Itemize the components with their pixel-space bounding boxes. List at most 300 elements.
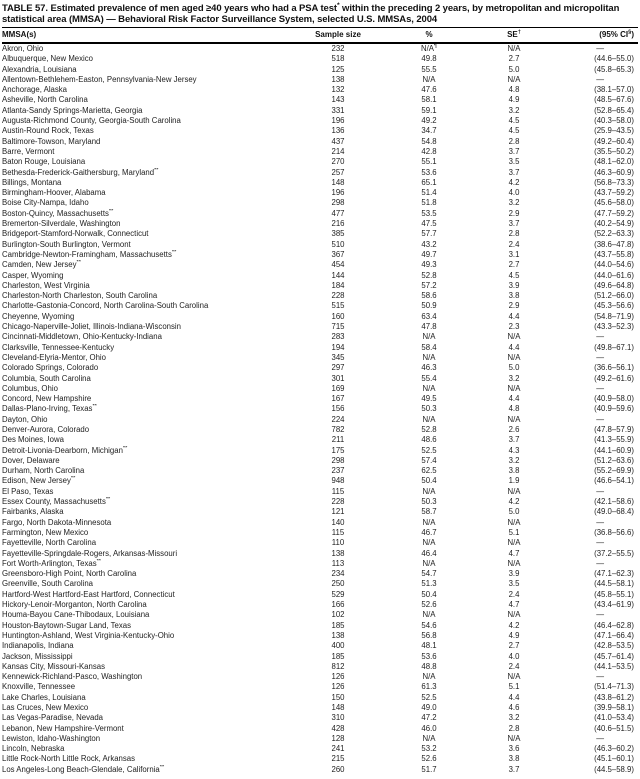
table-row bbox=[2, 65, 638, 75]
confidence-interval: (44.5–58.9) bbox=[594, 764, 634, 774]
mmsa-name: Fort Worth-Arlington, Texas** bbox=[2, 558, 101, 568]
standard-error: 4.8 bbox=[508, 404, 520, 414]
sample-size: 138 bbox=[331, 630, 345, 640]
standard-error: 3.6 bbox=[508, 744, 520, 754]
mmsa-name: Cincinnati-Middletown, Ohio-Kentucky-Indiana bbox=[2, 332, 162, 342]
percent: 52.5 bbox=[421, 445, 437, 455]
standard-error: 4.2 bbox=[508, 497, 520, 507]
standard-error: 3.8 bbox=[508, 466, 520, 476]
confidence-interval: (42.8–53.5) bbox=[594, 641, 634, 651]
mmsa-name: Kennewick-Richland-Pasco, Washington bbox=[2, 672, 143, 682]
column-header-sample-size: Sample size bbox=[302, 28, 374, 44]
table-row bbox=[2, 435, 638, 445]
sample-size: 283 bbox=[331, 332, 345, 342]
table-row bbox=[2, 682, 638, 692]
table-row bbox=[2, 260, 638, 270]
percent: 49.8 bbox=[421, 54, 437, 64]
standard-error: 4.5 bbox=[508, 116, 520, 126]
confidence-interval: (36.6–56.1) bbox=[594, 363, 634, 373]
standard-error: 3.2 bbox=[508, 455, 520, 465]
table-row bbox=[2, 507, 638, 517]
mmsa-name: Asheville, North Carolina bbox=[2, 95, 88, 105]
confidence-interval: (45.7–61.4) bbox=[594, 651, 634, 661]
confidence-interval: (44.1–53.5) bbox=[594, 661, 634, 671]
percent: 53.6 bbox=[421, 167, 437, 177]
percent: 47.5 bbox=[421, 219, 437, 229]
confidence-interval: (51.4–71.3) bbox=[594, 682, 634, 692]
confidence-interval: — bbox=[596, 44, 604, 53]
table-row bbox=[2, 652, 638, 662]
percent: 47.2 bbox=[421, 713, 437, 723]
table-row bbox=[2, 229, 638, 239]
table-row bbox=[2, 343, 638, 353]
standard-error: 1.9 bbox=[508, 476, 520, 486]
percent: 58.6 bbox=[421, 291, 437, 301]
mmsa-name: Greenville, South Carolina bbox=[2, 579, 94, 589]
percent: N/A¶ bbox=[420, 43, 437, 53]
sample-size: 385 bbox=[331, 229, 345, 239]
confidence-interval: (49.0–68.4) bbox=[594, 507, 634, 517]
sample-size: 126 bbox=[331, 672, 345, 682]
percent: 52.6 bbox=[421, 754, 437, 764]
mmsa-name: Des Moines, Iowa bbox=[2, 435, 64, 445]
mmsa-name: Kansas City, Missouri-Kansas bbox=[2, 661, 105, 671]
mmsa-name: Dover, Delaware bbox=[2, 455, 60, 465]
table-row bbox=[2, 446, 638, 456]
confidence-interval: — bbox=[596, 486, 604, 496]
sample-size: 140 bbox=[331, 517, 345, 527]
confidence-interval: (45.6–58.0) bbox=[594, 198, 634, 208]
confidence-interval: — bbox=[596, 610, 604, 620]
table-row bbox=[2, 415, 638, 425]
standard-error: 2.9 bbox=[508, 301, 520, 311]
confidence-interval: (45.8–65.3) bbox=[594, 64, 634, 74]
mmsa-name: Cambridge-Newton-Framingham, Massachusetts** bbox=[2, 249, 177, 259]
mmsa-name: Casper, Wyoming bbox=[2, 270, 64, 280]
standard-error: 3.1 bbox=[508, 249, 520, 259]
percent: 52.8 bbox=[421, 424, 437, 434]
sample-size: 367 bbox=[331, 249, 345, 259]
mmsa-name: Charlotte-Gastonia-Concord, North Carolina-South Carolina bbox=[2, 301, 209, 311]
standard-error: 2.9 bbox=[508, 208, 520, 218]
sample-size: 113 bbox=[331, 558, 345, 568]
table-row bbox=[2, 590, 638, 600]
standard-error: 2.8 bbox=[508, 723, 520, 733]
standard-error: 4.6 bbox=[508, 703, 520, 712]
table-row bbox=[2, 466, 638, 476]
sample-size: 257 bbox=[331, 167, 345, 177]
confidence-interval: (47.8–57.9) bbox=[594, 424, 634, 434]
mmsa-name: El Paso, Texas bbox=[2, 486, 54, 496]
confidence-interval: (44.0–54.6) bbox=[594, 260, 634, 270]
sample-size: 215 bbox=[331, 754, 345, 764]
mmsa-name: Greensboro-High Point, North Carolina bbox=[2, 569, 137, 579]
table-row bbox=[2, 301, 638, 311]
confidence-interval: (54.8–71.9) bbox=[594, 311, 634, 321]
sample-size: 228 bbox=[331, 291, 345, 301]
mmsa-name: Cheyenne, Wyoming bbox=[2, 311, 75, 321]
table-row bbox=[2, 497, 638, 507]
standard-error: 2.4 bbox=[508, 589, 520, 599]
confidence-interval: (47.1–62.3) bbox=[594, 569, 634, 579]
confidence-interval: (25.9–43.5) bbox=[594, 126, 634, 136]
mmsa-name: Augusta-Richmond County, Georgia-South Carolina bbox=[2, 116, 181, 126]
sample-size: 237 bbox=[331, 466, 345, 476]
confidence-interval: (52.8–65.4) bbox=[594, 105, 634, 115]
mmsa-name: Atlanta-Sandy Springs-Marietta, Georgia bbox=[2, 105, 143, 115]
percent: 61.3 bbox=[421, 682, 437, 692]
percent: 50.4 bbox=[421, 476, 437, 486]
table-row bbox=[2, 456, 638, 466]
mmsa-name: Akron, Ohio bbox=[2, 44, 44, 53]
mmsa-name: Barre, Vermont bbox=[2, 146, 55, 156]
percent: 58.4 bbox=[421, 342, 437, 352]
sample-size: 156 bbox=[331, 404, 345, 414]
table-header bbox=[2, 28, 638, 44]
mmsa-name: Edison, New Jersey** bbox=[2, 476, 76, 486]
table-row bbox=[2, 332, 638, 342]
confidence-interval: (56.8–73.3) bbox=[594, 177, 634, 187]
table-row bbox=[2, 724, 638, 734]
table-row bbox=[2, 662, 638, 672]
sample-size: 136 bbox=[331, 126, 345, 136]
mmsa-name: Houma-Bayou Cane-Thibodaux, Louisiana bbox=[2, 610, 150, 620]
table-row bbox=[2, 744, 638, 754]
sample-size: 126 bbox=[331, 682, 345, 692]
percent: 51.7 bbox=[421, 764, 437, 774]
confidence-interval: (39.9–58.1) bbox=[594, 703, 634, 712]
mmsa-name: Essex County, Massachusetts** bbox=[2, 497, 111, 507]
standard-error: 4.8 bbox=[508, 85, 520, 95]
table-row bbox=[2, 147, 638, 157]
mmsa-name: Lebanon, New Hampshire-Vermont bbox=[2, 723, 124, 733]
confidence-interval: — bbox=[596, 558, 604, 568]
sample-size: 331 bbox=[331, 105, 345, 115]
percent: 46.0 bbox=[421, 723, 437, 733]
confidence-interval: (49.6–64.8) bbox=[594, 280, 634, 290]
mmsa-name: Colorado Springs, Colorado bbox=[2, 363, 99, 373]
mmsa-name: Dallas-Plano-Irving, Texas** bbox=[2, 404, 97, 414]
standard-error: 4.5 bbox=[508, 270, 520, 280]
confidence-interval: (45.8–55.1) bbox=[594, 589, 634, 599]
percent: N/A bbox=[422, 733, 436, 743]
standard-error: 4.9 bbox=[508, 95, 520, 105]
table-row bbox=[2, 487, 638, 497]
table-row bbox=[2, 734, 638, 744]
mmsa-name: Las Cruces, New Mexico bbox=[2, 703, 89, 712]
percent: 48.6 bbox=[421, 435, 437, 445]
mmsa-name: Charleston-North Charleston, South Carolina bbox=[2, 291, 158, 301]
confidence-interval: (46.3–60.9) bbox=[594, 167, 634, 177]
standard-error: 4.4 bbox=[508, 311, 520, 321]
mmsa-name: Fairbanks, Alaska bbox=[2, 507, 64, 517]
sample-size: 260 bbox=[331, 764, 345, 774]
table-row bbox=[2, 219, 638, 229]
table-row bbox=[2, 75, 638, 85]
percent: 43.2 bbox=[421, 239, 437, 249]
table-row bbox=[2, 137, 638, 147]
mmsa-name: Columbus, Ohio bbox=[2, 383, 58, 393]
confidence-interval: (46.4–62.8) bbox=[594, 620, 634, 630]
standard-error: 5.0 bbox=[508, 507, 520, 517]
mmsa-name: Hartford-West Hartford-East Hartford, Connecticut bbox=[2, 589, 175, 599]
percent: 34.7 bbox=[421, 126, 437, 136]
confidence-interval: — bbox=[596, 517, 604, 527]
sample-size: 115 bbox=[331, 527, 345, 537]
table-row bbox=[2, 198, 638, 208]
mmsa-name: Allentown-Bethlehem-Easton, Pennsylvania-New Jersey bbox=[2, 74, 197, 84]
confidence-interval: (52.2–63.3) bbox=[594, 229, 634, 239]
standard-error: 4.4 bbox=[508, 342, 520, 352]
mmsa-name: Alexandria, Louisiana bbox=[2, 64, 77, 74]
confidence-interval: — bbox=[596, 538, 604, 548]
sample-size: 216 bbox=[331, 219, 345, 229]
standard-error: 2.3 bbox=[508, 322, 520, 332]
table-row bbox=[2, 425, 638, 435]
standard-error: 4.5 bbox=[508, 126, 520, 136]
confidence-interval: (37.2–55.5) bbox=[594, 548, 634, 558]
table-row bbox=[2, 765, 638, 775]
mmsa-name: Charleston, West Virginia bbox=[2, 280, 90, 290]
table-row bbox=[2, 168, 638, 178]
standard-error: 4.4 bbox=[508, 692, 520, 702]
percent: 55.1 bbox=[421, 157, 437, 167]
confidence-interval: (40.3–58.0) bbox=[594, 116, 634, 126]
percent: 53.5 bbox=[421, 208, 437, 218]
sample-size: 477 bbox=[331, 208, 345, 218]
confidence-interval: (43.4–61.9) bbox=[594, 600, 634, 610]
percent: 52.5 bbox=[421, 692, 437, 702]
table-row bbox=[2, 322, 638, 332]
standard-error: 4.7 bbox=[508, 548, 520, 558]
standard-error: 3.2 bbox=[508, 373, 520, 383]
percent: N/A bbox=[422, 332, 436, 342]
table-row bbox=[2, 43, 638, 54]
standard-error: 2.7 bbox=[508, 260, 520, 270]
standard-error: 4.7 bbox=[508, 600, 520, 610]
percent: 57.4 bbox=[421, 455, 437, 465]
confidence-interval: (40.6–51.5) bbox=[594, 723, 634, 733]
sample-size: 169 bbox=[331, 383, 345, 393]
mmsa-name: Camden, New Jersey** bbox=[2, 260, 81, 270]
sample-size: 148 bbox=[331, 703, 345, 712]
sample-size: 115 bbox=[331, 486, 345, 496]
standard-error: N/A bbox=[507, 610, 521, 620]
table-row bbox=[2, 240, 638, 250]
sample-size: 128 bbox=[331, 733, 345, 743]
sample-size: 400 bbox=[331, 641, 345, 651]
percent: N/A bbox=[422, 352, 436, 362]
standard-error: 2.8 bbox=[508, 136, 520, 146]
mmsa-name: Jackson, Mississippi bbox=[2, 651, 73, 661]
mmsa-name: Fayetteville, North Carolina bbox=[2, 538, 97, 548]
standard-error: 3.2 bbox=[508, 198, 520, 208]
sample-size: 812 bbox=[331, 661, 345, 671]
mmsa-name: Cleveland-Elyria-Mentor, Ohio bbox=[2, 352, 107, 362]
standard-error: 5.1 bbox=[508, 527, 520, 537]
standard-error: 3.8 bbox=[508, 754, 520, 764]
standard-error: N/A bbox=[507, 352, 521, 362]
mmsa-name: Boise City-Nampa, Idaho bbox=[2, 198, 89, 208]
table-row bbox=[2, 353, 638, 363]
confidence-interval: (51.2–63.6) bbox=[594, 455, 634, 465]
percent: 52.6 bbox=[421, 600, 437, 610]
sample-size: 102 bbox=[331, 610, 345, 620]
standard-error: 3.9 bbox=[508, 569, 520, 579]
percent: 52.8 bbox=[421, 270, 437, 280]
confidence-interval: — bbox=[596, 352, 604, 362]
sample-size: 454 bbox=[331, 260, 345, 270]
standard-error: 3.9 bbox=[508, 280, 520, 290]
percent: 51.8 bbox=[421, 198, 437, 208]
standard-error: 3.7 bbox=[508, 167, 520, 177]
table-body bbox=[2, 43, 638, 775]
confidence-interval: (51.2–66.0) bbox=[594, 291, 634, 301]
sample-size: 196 bbox=[331, 116, 345, 126]
percent: N/A bbox=[422, 383, 436, 393]
confidence-interval: (41.3–55.9) bbox=[594, 435, 634, 445]
confidence-interval: (43.8–61.2) bbox=[594, 692, 634, 702]
sample-size: 160 bbox=[331, 311, 345, 321]
table-row bbox=[2, 528, 638, 538]
percent: 50.4 bbox=[421, 589, 437, 599]
percent: 49.7 bbox=[421, 249, 437, 259]
mmsa-name: Farmington, New Mexico bbox=[2, 527, 89, 537]
sample-size: 715 bbox=[331, 322, 345, 332]
sample-size: 110 bbox=[331, 538, 345, 548]
confidence-interval: (40.2–54.9) bbox=[594, 219, 634, 229]
percent: 47.6 bbox=[421, 85, 437, 95]
standard-error: 4.0 bbox=[508, 651, 520, 661]
sample-size: 214 bbox=[331, 146, 345, 156]
standard-error: N/A bbox=[507, 558, 521, 568]
table-row bbox=[2, 559, 638, 569]
mmsa-name: Little Rock-North Little Rock, Arkansas bbox=[2, 754, 136, 764]
confidence-interval: (38.6–47.8) bbox=[594, 239, 634, 249]
confidence-interval: (47.7–59.2) bbox=[594, 208, 634, 218]
percent: 53.6 bbox=[421, 651, 437, 661]
standard-error: 3.2 bbox=[508, 105, 520, 115]
standard-error: 2.4 bbox=[508, 661, 520, 671]
percent: 55.4 bbox=[421, 373, 437, 383]
sample-size: 184 bbox=[331, 280, 345, 290]
sample-size: 196 bbox=[331, 188, 345, 198]
sample-size: 948 bbox=[331, 476, 345, 486]
percent: 49.2 bbox=[421, 116, 437, 126]
confidence-interval: — bbox=[596, 74, 604, 84]
confidence-interval: (49.2–60.4) bbox=[594, 136, 634, 146]
sample-size: 529 bbox=[331, 589, 345, 599]
standard-error: 5.0 bbox=[508, 64, 520, 74]
percent: 42.8 bbox=[421, 146, 437, 156]
percent: 46.4 bbox=[421, 548, 437, 558]
table-row bbox=[2, 549, 638, 559]
confidence-interval: (46.3–60.2) bbox=[594, 744, 634, 754]
standard-error: 3.2 bbox=[508, 713, 520, 723]
standard-error: 3.5 bbox=[508, 579, 520, 589]
table-row bbox=[2, 291, 638, 301]
confidence-interval: — bbox=[596, 332, 604, 342]
mmsa-name: Fayetteville-Springdale-Rogers, Arkansas-Missouri bbox=[2, 548, 178, 558]
table-row bbox=[2, 538, 638, 548]
percent: N/A bbox=[422, 538, 436, 548]
table-row bbox=[2, 600, 638, 610]
sample-size: 211 bbox=[331, 435, 345, 445]
percent: 46.3 bbox=[421, 363, 437, 373]
percent: 50.3 bbox=[421, 497, 437, 507]
table-row bbox=[2, 703, 638, 713]
mmsa-name: Houston-Baytown-Sugar Land, Texas bbox=[2, 620, 132, 630]
confidence-interval: — bbox=[596, 414, 604, 424]
percent: 50.9 bbox=[421, 301, 437, 311]
sample-size: 185 bbox=[331, 620, 345, 630]
sample-size: 515 bbox=[331, 301, 345, 311]
standard-error: 5.1 bbox=[508, 682, 520, 692]
confidence-interval: (40.9–58.0) bbox=[594, 394, 634, 404]
confidence-interval: (43.3–52.3) bbox=[594, 322, 634, 332]
table-row bbox=[2, 106, 638, 116]
mmsa-name: Birmingham-Hoover, Alabama bbox=[2, 188, 106, 198]
percent: N/A bbox=[422, 672, 436, 682]
mmsa-name: Fargo, North Dakota-Minnesota bbox=[2, 517, 112, 527]
percent: N/A bbox=[422, 558, 436, 568]
table-row bbox=[2, 693, 638, 703]
percent: 58.1 bbox=[421, 95, 437, 105]
confidence-interval: (42.1–58.6) bbox=[594, 497, 634, 507]
percent: 58.7 bbox=[421, 507, 437, 517]
sample-size: 250 bbox=[331, 579, 345, 589]
standard-error: 3.8 bbox=[508, 291, 520, 301]
table-row bbox=[2, 126, 638, 136]
column-header-confidence-interval: (95% CI§) bbox=[544, 28, 638, 44]
percent: 48.1 bbox=[421, 641, 437, 651]
confidence-interval: (36.8–56.6) bbox=[594, 527, 634, 537]
standard-error: 2.8 bbox=[508, 229, 520, 239]
table-row bbox=[2, 754, 638, 764]
sample-size: 428 bbox=[331, 723, 345, 733]
confidence-interval: (41.0–53.4) bbox=[594, 713, 634, 723]
table-row bbox=[2, 579, 638, 589]
mmsa-name: Anchorage, Alaska bbox=[2, 85, 68, 95]
confidence-interval: (44.0–61.6) bbox=[594, 270, 634, 280]
percent: 54.6 bbox=[421, 620, 437, 630]
table-row bbox=[2, 394, 638, 404]
sample-size: 437 bbox=[331, 136, 345, 146]
mmsa-name: Knoxville, Tennessee bbox=[2, 682, 76, 692]
standard-error: N/A bbox=[507, 733, 521, 743]
standard-error: N/A bbox=[507, 517, 521, 527]
percent: 49.5 bbox=[421, 394, 437, 404]
confidence-interval: — bbox=[596, 383, 604, 393]
standard-error: 2.4 bbox=[508, 239, 520, 249]
percent: 63.4 bbox=[421, 311, 437, 321]
standard-error: N/A bbox=[507, 538, 521, 548]
mmsa-name: Los Angeles-Long Beach-Glendale, California** bbox=[2, 764, 165, 774]
percent: 57.7 bbox=[421, 229, 437, 239]
sample-size: 224 bbox=[331, 414, 345, 424]
mmsa-name: Huntington-Ashland, West Virginia-Kentucky-Ohio bbox=[2, 630, 175, 640]
standard-error: 3.7 bbox=[508, 764, 520, 774]
table-row bbox=[2, 85, 638, 95]
sample-size: 143 bbox=[331, 95, 345, 105]
confidence-interval: — bbox=[596, 733, 604, 743]
prevalence-table bbox=[2, 27, 638, 775]
mmsa-name: Bremerton-Silverdale, Washington bbox=[2, 219, 121, 229]
mmsa-name: Clarksville, Tennessee-Kentucky bbox=[2, 342, 115, 352]
table-row bbox=[2, 54, 638, 64]
standard-error: N/A bbox=[507, 383, 521, 393]
sample-size: 148 bbox=[331, 177, 345, 187]
